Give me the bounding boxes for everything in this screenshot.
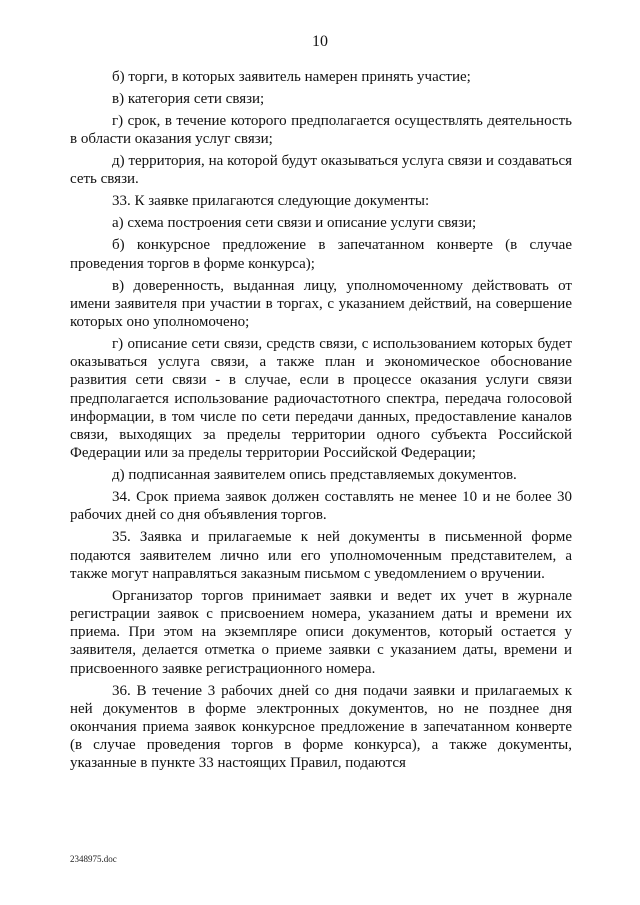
paragraph: 35. Заявка и прилагаемые к ней документы в письменной форме подаются заявителем лично или его уполномоченным представителем, а также могут направляться заказным письмом с уведомлением о вручении. [70,529,572,582]
paragraph: в) категория сети связи; [112,91,265,107]
page-number: 10 [312,33,328,50]
paragraph: 36. В течение 3 рабочих дней со дня подачи заявки и прилагаемых к ней документов в форме электронных документов, но не позднее дня окончания приема заявок конкурсное предложение в запечатанном конверте (в случае проведения торгов в форме конкурса), а также документы, указанные в пункте 33 настоящих Правил, подаются [70,682,572,772]
paragraph: б) торги, в которых заявитель намерен принять участие; [112,69,471,85]
paragraph: Организатор торгов принимает заявки и ведет их учет в журнале регистрации заявок с присвоением номера, указанием даты и времени их приема. При этом на экземпляре описи документов, который остается у заявителя, делается отметка о приеме заявки с указанием даты, времени и присвоенного заявке регистрационного номера. [70,587,572,677]
paragraph: д) территория, на которой будут оказываться услуга связи и создаваться сеть связи. [70,153,572,188]
paragraph: в) доверенность, выданная лицу, уполномоченному действовать от имени заявителя при участии в торгах, с указанием действий, на совершение которых оно уполномочено; [70,277,572,331]
footer-filename: 2348975.doc [70,854,117,864]
document-body [70,68,572,773]
paragraph: б) конкурсное предложение в запечатанном конверте (в случае проведения торгов в форме конкурса); [70,237,572,272]
paragraph: д) подписанная заявителем опись представляемых документов. [112,467,517,484]
paragraph: 33. К заявке прилагаются следующие документы: [112,193,430,210]
paragraph: г) срок, в течение которого предполагается осуществлять деятельность в области оказания услуг связи; [70,113,572,148]
paragraph: г) описание сети связи, средств связи, с использованием которых будет оказываться услуга связи, а также план и экономическое обоснование развития сети связи - в случае, если в процессе оказания услуги связи предполагается использование радиочастотного спектра, передача голосовой информации, в том числе по сети передачи данных, предоставление каналов связи, выходящих за пределы территории одного субъекта Российской Федерации или за пределы территории Российской Федерации; [70,336,572,462]
paragraph: а) схема построения сети связи и описание услуги связи; [112,215,477,232]
paragraph: 34. Срок приема заявок должен составлять не менее 10 и не более 30 рабочих дней со дня объявления торгов. [70,489,572,524]
